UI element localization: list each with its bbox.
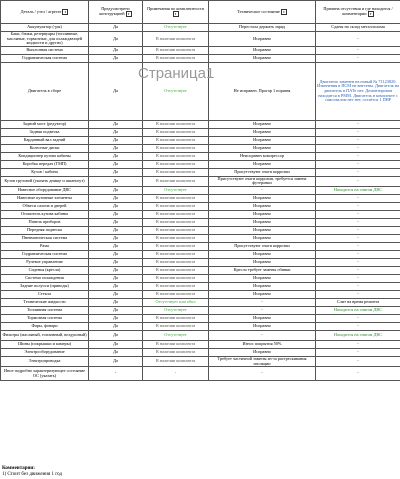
state-cell[interactable]: Кресло требует замены обивки [209, 266, 316, 274]
state-cell[interactable]: Исправно [209, 128, 316, 136]
part-cell[interactable]: Фары, фонари [1, 322, 89, 330]
presence-cell[interactable]: Да [89, 322, 143, 330]
state-cell[interactable]: Исправно [209, 54, 316, 62]
state-cell[interactable]: Исправно [209, 234, 316, 242]
reason-cell[interactable]: - [316, 218, 400, 226]
note-cell[interactable]: В наличии комплекта [143, 54, 209, 62]
state-cell[interactable]: Присутствуют очаги коррозии [209, 168, 316, 176]
table-row [1, 266, 400, 274]
presence-cell[interactable]: Да [89, 274, 143, 282]
reason-cell[interactable]: - [316, 54, 400, 62]
note-cell[interactable]: В наличии комплекта [143, 282, 209, 290]
table-row [1, 250, 400, 258]
table-row [1, 120, 400, 128]
header-presence[interactable]: Предусмотрено конструкцией ▾ [89, 1, 143, 24]
table-row [1, 202, 400, 210]
table-row [1, 194, 400, 202]
note-cell[interactable]: В наличии комплекта [143, 168, 209, 176]
state-cell[interactable]: - [209, 298, 316, 306]
state-cell[interactable]: - [209, 330, 316, 340]
table-row [1, 46, 400, 54]
reason-cell[interactable]: - [316, 32, 400, 47]
presence-cell[interactable]: Да [89, 160, 143, 168]
reason-cell[interactable]: - [316, 367, 400, 381]
part-cell[interactable]: Карданный вал задний [1, 136, 89, 144]
presence-cell[interactable]: Да [89, 202, 143, 210]
table-row [1, 340, 400, 348]
reason-cell[interactable]: - [316, 128, 400, 136]
part-cell[interactable]: Фильтры (масляный, топливный, воздушный) [1, 330, 89, 340]
presence-cell[interactable]: Да [89, 314, 143, 322]
reason-cell[interactable]: - [316, 176, 400, 186]
table-row [1, 274, 400, 282]
state-cell[interactable]: Исправно [209, 218, 316, 226]
note-cell[interactable]: В наличии комплекта [143, 202, 209, 210]
part-cell[interactable]: Топливная система [1, 306, 89, 314]
part-cell[interactable]: Гидравлическая система [1, 250, 89, 258]
part-cell[interactable]: Обвеси салона и дверей [1, 202, 89, 210]
state-cell[interactable]: - [209, 367, 316, 381]
presence-cell[interactable]: Да [89, 128, 143, 136]
note-cell[interactable]: Отсутствует или обкл [143, 298, 209, 306]
part-cell[interactable]: Двигатель в сборе [1, 62, 89, 120]
part-cell[interactable]: Пневматическая система [1, 234, 89, 242]
note-cell[interactable]: В наличии комплекта [143, 32, 209, 47]
reason-cell[interactable]: - [316, 340, 400, 348]
state-cell[interactable]: Не исправен. Прогар 1 поршня [209, 62, 316, 120]
table-row [1, 306, 400, 314]
reason-cell[interactable]: - [316, 46, 400, 54]
state-cell[interactable]: Присутствуют очаги коррозии, требуется замена футеровки [209, 176, 316, 186]
reason-cell[interactable]: - [316, 226, 400, 234]
note-cell[interactable]: В наличии комплекта [143, 136, 209, 144]
part-cell[interactable]: Электропроводка [1, 356, 89, 366]
reason-cell[interactable]: - [316, 242, 400, 250]
reason-cell[interactable]: - [316, 144, 400, 152]
header-part[interactable]: Деталь / узел / агрегат ▾ [1, 1, 89, 24]
presence-cell[interactable]: Да [89, 194, 143, 202]
part-cell[interactable]: Колесные диски [1, 144, 89, 152]
filter-icon[interactable]: ▾ [173, 11, 179, 17]
part-cell[interactable]: Шины (покрышки и камеры) [1, 340, 89, 348]
presence-cell[interactable]: Да [89, 54, 143, 62]
part-cell[interactable]: Тормозная система [1, 314, 89, 322]
note-cell[interactable]: В наличии комплекта [143, 322, 209, 330]
note-cell[interactable]: - [143, 367, 209, 381]
reason-cell[interactable]: - [316, 152, 400, 160]
note-cell[interactable]: В наличии комплекта [143, 226, 209, 234]
reason-cell[interactable]: Находится на снятом ДВС [316, 306, 400, 314]
state-cell[interactable]: Исправно [209, 202, 316, 210]
presence-cell[interactable]: Да [89, 266, 143, 274]
reason-cell[interactable]: - [316, 322, 400, 330]
presence-cell[interactable]: Да [89, 136, 143, 144]
reason-cell[interactable]: Находится на снятом ДВС [316, 330, 400, 340]
note-cell[interactable]: В наличии комплекта [143, 46, 209, 54]
reason-cell[interactable]: - [316, 314, 400, 322]
state-cell[interactable]: Неисправен компрессор [209, 152, 316, 160]
note-cell[interactable]: В наличии комплекта [143, 234, 209, 242]
reason-cell[interactable]: Двигатель заменен на новый № 71123820. Изменения в ПСМ не внесены. Двигатель на двигатель в ПАТе нет. Демонтирован находится в РММ. Двигатель в комплекте с самосвалом нет нет, остаётся 1 ПНР [316, 62, 400, 120]
presence-cell[interactable]: Да [89, 46, 143, 54]
reason-cell[interactable]: - [316, 250, 400, 258]
presence-cell[interactable]: Да [89, 290, 143, 298]
part-cell[interactable]: Передняя подвеска [1, 226, 89, 234]
state-cell[interactable]: Исправно [209, 160, 316, 168]
state-cell[interactable]: Исправно [209, 32, 316, 47]
state-cell[interactable]: Исправно [209, 250, 316, 258]
table-row [1, 136, 400, 144]
presence-cell[interactable]: Да [89, 168, 143, 176]
table-row [1, 258, 400, 266]
reason-cell[interactable]: - [316, 348, 400, 356]
presence-cell[interactable]: Да [89, 210, 143, 218]
reason-cell[interactable]: - [316, 290, 400, 298]
table-row [1, 160, 400, 168]
part-cell[interactable]: Навесные кузовные элементы [1, 194, 89, 202]
table-row [1, 348, 400, 356]
presence-cell[interactable]: Да [89, 306, 143, 314]
table-row [1, 218, 400, 226]
note-cell[interactable]: Отсутствует [143, 330, 209, 340]
note-cell[interactable]: В наличии комплекта [143, 314, 209, 322]
state-cell[interactable]: Исправно [209, 144, 316, 152]
note-cell[interactable]: В наличии комплекта [143, 266, 209, 274]
note-cell[interactable]: Отсутствует [143, 186, 209, 194]
part-cell[interactable]: Гидравлическая система [1, 54, 89, 62]
note-cell[interactable]: В наличии комплекта [143, 242, 209, 250]
note-cell[interactable]: В наличии комплекта [143, 348, 209, 356]
presence-cell[interactable]: Да [89, 152, 143, 160]
reason-cell[interactable]: - [316, 210, 400, 218]
note-cell[interactable]: Отсутствует [143, 62, 209, 120]
reason-cell[interactable]: - [316, 168, 400, 176]
state-cell[interactable]: Исправно [209, 210, 316, 218]
table-row [1, 152, 400, 160]
part-cell[interactable]: Рулевое управление [1, 258, 89, 266]
reason-cell[interactable]: - [316, 274, 400, 282]
table-row [1, 128, 400, 136]
header-reason[interactable]: Причина отсутствия и где находится / комментарии ▾ [316, 1, 400, 24]
presence-cell[interactable]: Да [89, 234, 143, 242]
part-cell[interactable]: Коробка передач (ГМП) [1, 160, 89, 168]
state-cell[interactable]: Исправно [209, 274, 316, 282]
presence-cell[interactable]: Да [89, 356, 143, 366]
reason-cell[interactable]: Сданы на склад металлолома [316, 24, 400, 32]
reason-cell[interactable]: - [316, 136, 400, 144]
part-cell[interactable]: Аккумулятор (-ры) [1, 24, 89, 32]
table-row [1, 32, 400, 47]
part-cell[interactable]: Сиденья (кресла) [1, 266, 89, 274]
presence-cell[interactable]: Да [89, 298, 143, 306]
state-cell[interactable]: Исправно [209, 136, 316, 144]
table-row [1, 356, 400, 366]
table-row [1, 168, 400, 176]
part-cell[interactable]: Задний мост (редуктор) [1, 120, 89, 128]
state-cell[interactable]: - [209, 306, 316, 314]
table-row [1, 24, 400, 32]
table-row [1, 176, 400, 186]
state-cell[interactable]: - [209, 186, 316, 194]
presence-cell[interactable]: Да [89, 176, 143, 186]
filter-icon[interactable]: ▾ [368, 11, 374, 17]
comment-line: 1) Стоит без движения 1 год [2, 472, 63, 477]
note-cell[interactable]: В наличии комплекта [143, 160, 209, 168]
table-header-row [1, 1, 400, 24]
note-cell[interactable]: В наличии комплекта [143, 274, 209, 282]
part-cell[interactable]: Навесное оборудование ДВС [1, 186, 89, 194]
table-row [1, 234, 400, 242]
table-row [1, 282, 400, 290]
state-cell[interactable]: Перестала держать заряд [209, 24, 316, 32]
comments-section [2, 466, 62, 478]
reason-cell[interactable]: - [316, 266, 400, 274]
table-row [1, 290, 400, 298]
state-cell[interactable]: Исправно [209, 314, 316, 322]
reason-cell[interactable]: - [316, 202, 400, 210]
table-row [1, 322, 400, 330]
reason-cell[interactable]: - [316, 282, 400, 290]
state-cell[interactable]: Исправно [209, 322, 316, 330]
reason-cell[interactable]: - [316, 258, 400, 266]
table-row [1, 226, 400, 234]
state-cell[interactable]: Исправно [209, 194, 316, 202]
presence-cell[interactable]: Да [89, 348, 143, 356]
note-cell[interactable]: В наличии комплекта [143, 194, 209, 202]
part-cell[interactable]: Стекла [1, 290, 89, 298]
note-cell[interactable]: В наличии комплекта [143, 152, 209, 160]
reason-cell[interactable]: - [316, 194, 400, 202]
presence-cell[interactable]: - [89, 367, 143, 381]
part-cell[interactable]: Кондиционер кузова кабины [1, 152, 89, 160]
presence-cell[interactable]: Да [89, 186, 143, 194]
note-cell[interactable]: Отсутствует [143, 306, 209, 314]
presence-cell[interactable]: Да [89, 258, 143, 266]
note-cell[interactable]: Отсутствует [143, 24, 209, 32]
table-row [1, 330, 400, 340]
note-cell[interactable]: В наличии комплекта [143, 128, 209, 136]
part-cell[interactable]: Кузов грузовой (указать днище и шпангоут) [1, 176, 89, 186]
note-cell[interactable]: В наличии комплекта [143, 356, 209, 366]
reason-cell[interactable]: - [316, 160, 400, 168]
presence-cell[interactable]: Да [89, 250, 143, 258]
reason-cell[interactable]: Слит на время ремонта [316, 298, 400, 306]
state-cell[interactable]: Исправно [209, 226, 316, 234]
note-cell[interactable]: В наличии комплекта [143, 218, 209, 226]
reason-cell[interactable]: - [316, 234, 400, 242]
reason-cell[interactable]: Находится на снятом ДВС [316, 186, 400, 194]
note-cell[interactable]: В наличии комплекта [143, 176, 209, 186]
table-row [1, 314, 400, 322]
part-cell[interactable]: Технические жидкости [1, 298, 89, 306]
presence-cell[interactable]: Да [89, 144, 143, 152]
part-cell[interactable]: Система охлаждения [1, 274, 89, 282]
header-state[interactable]: Техническое состояние ▾ [209, 1, 316, 24]
note-cell[interactable]: В наличии комплекта [143, 340, 209, 348]
part-cell[interactable]: Электрооборудование [1, 348, 89, 356]
part-cell[interactable]: Рама [1, 242, 89, 250]
table-row [1, 242, 400, 250]
part-cell[interactable]: Панель приборов [1, 218, 89, 226]
state-cell[interactable]: Исправно [209, 46, 316, 54]
part-cell[interactable]: Задние полуоси (приводы) [1, 282, 89, 290]
part-cell[interactable]: Задняя подвеска [1, 128, 89, 136]
filter-icon[interactable]: ▾ [126, 11, 132, 17]
table-row [1, 144, 400, 152]
state-cell[interactable]: Исправно [209, 282, 316, 290]
state-cell[interactable]: Износ покрытия 50% [209, 340, 316, 348]
presence-cell[interactable]: Да [89, 62, 143, 120]
filter-icon[interactable]: ▾ [62, 9, 68, 15]
note-cell[interactable]: В наличии комплекта [143, 120, 209, 128]
part-cell[interactable]: Отопитель кузова кабины [1, 210, 89, 218]
presence-cell[interactable]: Да [89, 330, 143, 340]
note-cell[interactable]: В наличии комплекта [143, 210, 209, 218]
note-cell[interactable]: В наличии комплекта [143, 250, 209, 258]
state-cell[interactable]: Исправно [209, 290, 316, 298]
presence-cell[interactable]: Да [89, 24, 143, 32]
table-row [1, 54, 400, 62]
state-cell[interactable]: Исправно [209, 258, 316, 266]
presence-cell[interactable]: Да [89, 32, 143, 47]
table-row [1, 210, 400, 218]
state-cell[interactable]: Исправно [209, 348, 316, 356]
part-cell[interactable]: Выхлопная система [1, 46, 89, 54]
state-cell[interactable]: Присутствуют очаги коррозии [209, 242, 316, 250]
note-cell[interactable]: В наличии комплекта [143, 290, 209, 298]
part-cell[interactable]: Кузов / кабина [1, 168, 89, 176]
presence-cell[interactable]: Да [89, 226, 143, 234]
presence-cell[interactable]: Да [89, 218, 143, 226]
table-row [1, 186, 400, 194]
presence-cell[interactable]: Да [89, 340, 143, 348]
table-row [1, 367, 400, 381]
page-watermark: Страница1 [138, 65, 215, 82]
presence-cell[interactable]: Да [89, 242, 143, 250]
note-cell[interactable]: В наличии комплекта [143, 258, 209, 266]
comments-heading: Комментарии: [2, 466, 35, 471]
part-cell[interactable]: Иное подробно характеризующее состояние ОС (указать) [1, 367, 89, 381]
presence-cell[interactable]: Да [89, 282, 143, 290]
table-row [1, 298, 400, 306]
state-cell[interactable]: Исправно [209, 120, 316, 128]
note-cell[interactable]: В наличии комплекта [143, 144, 209, 152]
filter-icon[interactable]: ▾ [281, 9, 287, 15]
state-cell[interactable]: Требует частичной замены из-за растрескивания изоляции [209, 356, 316, 366]
part-cell[interactable]: Баки, бачки, резервуары (топливные, масляные, тормозные, для охлаждающей жидкости и других) [1, 32, 89, 47]
reason-cell[interactable]: - [316, 120, 400, 128]
reason-cell[interactable]: - [316, 356, 400, 366]
presence-cell[interactable]: Да [89, 120, 143, 128]
header-note[interactable]: Примечания по комплектности ▾ [143, 1, 209, 24]
